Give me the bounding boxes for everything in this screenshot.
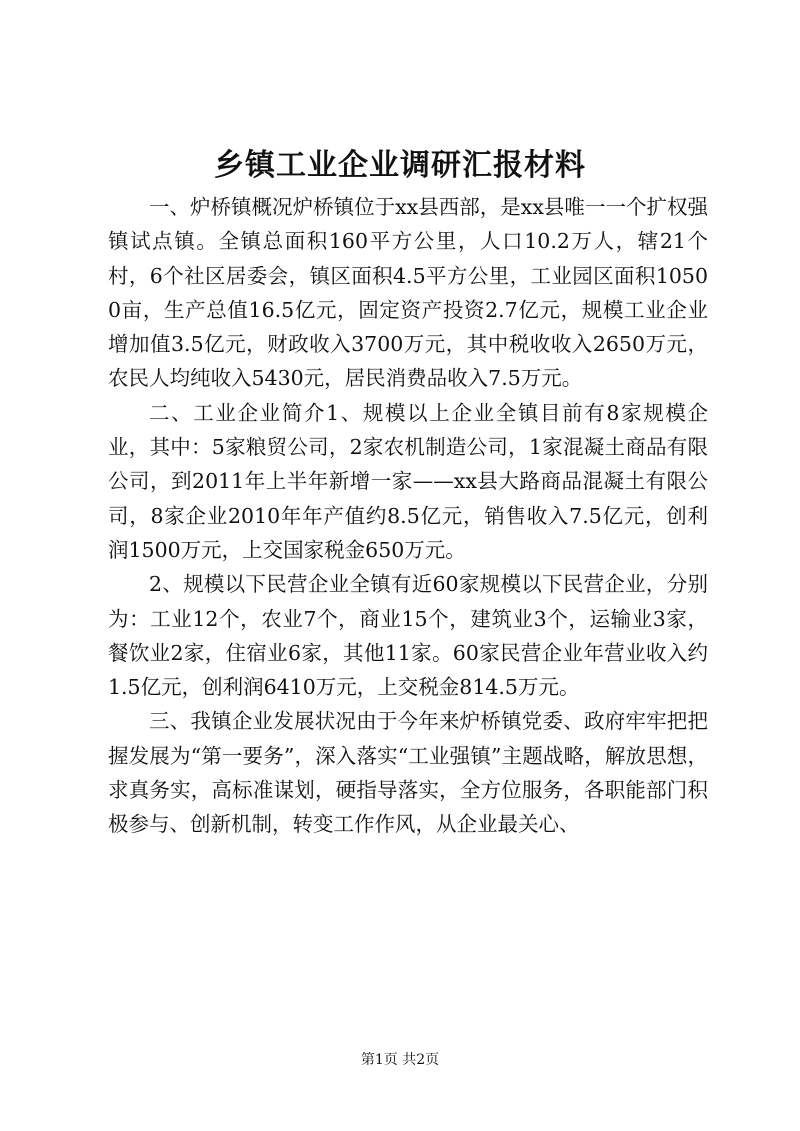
document-body (108, 190, 708, 842)
document-title: 乡镇工业企业调研汇报材料 (214, 148, 586, 183)
paragraph-overview: 一、炉桥镇概况炉桥镇位于xx县西部，是xx县唯一一个扩权强镇试点镇。全镇总面积160平方公里，人口10.2万人，辖21个村，6个社区居委会，镇区面积4.5平方公里，工业园区面积10500亩，生产总值16.5亿元，固定资产投资2.7亿元，规模工业企业增加值3.5亿元，财政收入3700万元，其中税收收入2650万元，农民人均纯收入5430元，居民消费品收入7.5万元。 (108, 195, 708, 391)
page-footer: 第1页 共2页 (360, 1052, 440, 1068)
paragraph-development: 三、我镇企业发展状况由于今年来炉桥镇党委、政府牢牢把把握发展为“第一要务”，深入落实“工业强镇”主题战略，解放思想，求真务实，高标准谋划，硬指导落实，全方位服务，各职能部门积极参与、创新机制，转变工作作风，从企业最关心、 (108, 709, 708, 837)
paragraph-small-enterprises: 2、规模以下民营企业全镇有近60家规模以下民营企业，分别为：工业12个，农业7个，商业15个，建筑业3个，运输业3家，餐饮业2家，住宿业6家，其他11家。60家民营企业年营业收入约1.5亿元，创利润6410万元，上交税金814.5万元。 (108, 572, 708, 700)
paragraph-large-enterprises: 二、工业企业简介1、规模以上企业全镇目前有8家规模企业，其中：5家粮贸公司，2家农机制造公司，1家混凝土商品有限公司，到2011年上半年新增一家——xx县大路商品混凝土有限公司，8家企业2010年年产值约8.5亿元，销售收入7.5亿元，创利润1500万元，上交国家税金650万元。 (108, 400, 708, 562)
